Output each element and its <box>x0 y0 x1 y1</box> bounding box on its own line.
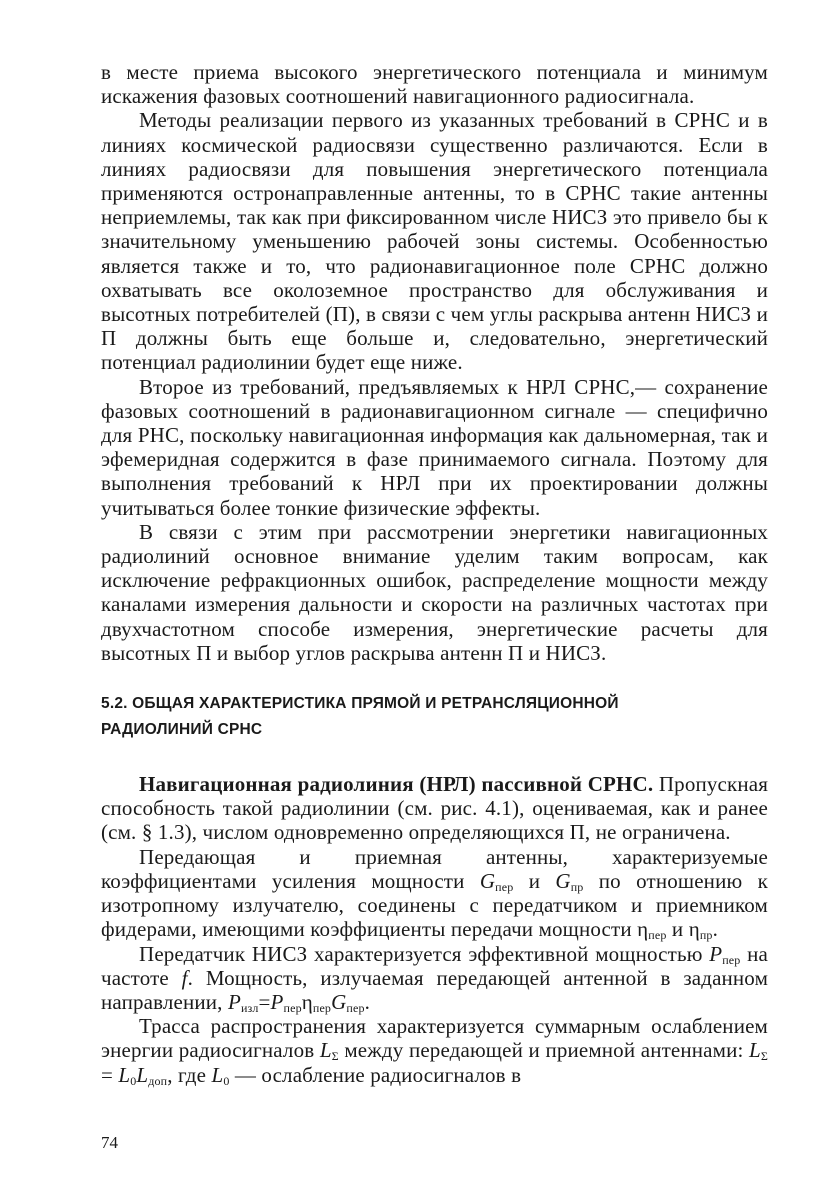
paragraph-nrl: Навигационная радиолиния (НРЛ) пассивной СРНС. Пропускная способность такой радиолинии (см. рис. 4.1), оцениваемая, как и ранее (см. § 1.3), числом одновременно определяющихся П, не ограничена. <box>101 772 769 845</box>
paragraph-antennas: Передающая и приемная антенны, характеризуемые коэффициентами усиления мощности $G_{пер}$ и $G_{пр}$ по отношению к изотропному излучателю, соединены с передатчиком и приемником фидерами, имеющими коэффициенты передачи мощности $\eta_{пер}$ и $\eta_{пр}$. <box>101 844 768 943</box>
page-number: 74 <box>101 1133 118 1152</box>
paragraph-second-requirement: Второе из требований, предъявляемых к НРЛ СРНС,— сохранение фазовых соотношений в радионавигационном сигнале — специфично для РНС, поскольку навигационная информация как дальномерная, так и эфемеридная содержится в фазе принимаемого сигнала. Поэтому для выполнения требований к НРЛ при их проектировании должны учитываться более тонкие физические эффекты. <box>101 374 768 520</box>
paragraph-methods: Методы реализации первого из указанных требований в СРНС и в линиях космической радиосвязи существенно различаются. Если в линиях радиосвязи для повышения энергетического потенциала применяются остронаправленные антенны, то в СРНС такие антенны неприемлемы, так как при фиксированном числе НИСЗ это привело бы к значительному уменьшению рабочей зоны системы. Особенностью является также и то, что радионавигационное поле СРНС должно охватывать все околоземное пространство для обслуживания и высотных потребителей (П), в связи с чем углы раскрыва антенн НИСЗ и П должны быть еще больше и, следовательно, энергетический потенциал радиолинии будет еще ниже. <box>101 108 768 375</box>
section-heading-line1: 5.2. ОБЩАЯ ХАРАКТЕРИСТИКА ПРЯМОЙ И РЕТРАНСЛЯЦИОННОЙ <box>101 695 619 713</box>
paragraph-transmitter: Передатчик НИСЗ характеризуется эффективной мощностью $P_{пер}$ на частоте f. Мощность, излучаемая передающей антенной в заданном направлении, $P_{изл}=P_{пер}\eta_{пер}G_{пер}$. <box>101 941 769 1015</box>
section-heading-line2: РАДИОЛИНИЙ СРНС <box>101 721 263 739</box>
paragraph-propagation: Трасса распространения характеризуется суммарным ослаблением энергии радиосигналов $L_\Sigma$ между передающей и приемной антеннами: $L_\Sigma = L_0L_{доп}$, где $L_0$ — ослабление радиосигналов в <box>101 1014 768 1088</box>
section-heading <box>101 691 768 743</box>
paragraph-energetics: В связи с этим при рассмотрении энергетики навигационных радиолиний основное внимание уделим таким вопросам, как исключение рефракционных ошибок, распределение мощности между каналами измерения дальности и скорости на различных частотах при двухчастотном способе измерения, энергетические расчеты для высотных П и выбор углов раскрыва антенн П и НИСЗ. <box>101 519 768 665</box>
page-body <box>101 60 768 1087</box>
paragraph-continuation: в месте приема высокого энергетического потенциала и минимум искажения фазовых соотношений навигационного радиосигнала. <box>101 60 768 109</box>
paragraph-lead: Навигационная радиолиния (НРЛ) пассивной СРНС. <box>139 772 654 797</box>
